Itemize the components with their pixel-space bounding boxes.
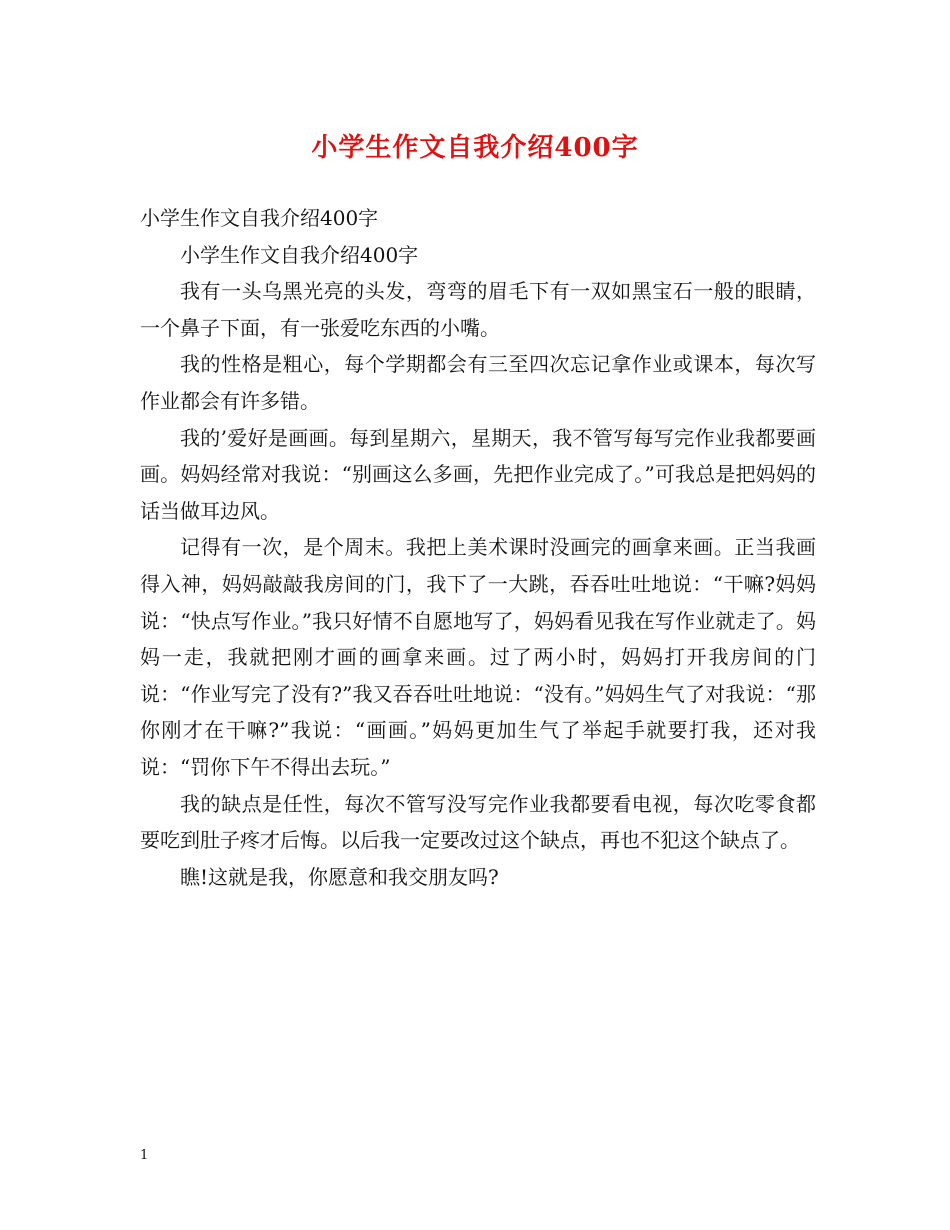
document-body: [140, 200, 816, 895]
paragraph-appearance: 我有一头乌黑光亮的头发，弯弯的眉毛下有一双如黑宝石一般的眼睛，一个鼻子下面，有一张爱吃东西的小嘴。: [140, 279, 816, 340]
paragraph-closing: 瞧!这就是我，你愿意和我交朋友吗?: [180, 864, 499, 889]
paragraph-heading: 小学生作文自我介绍400字: [140, 206, 379, 230]
page-number: 1: [140, 1148, 149, 1163]
paragraph-hobby: 我的’爱好是画画。每到星期六，星期天，我不管写每写完作业我都要画画。妈妈经常对我说：“别画这么多画，先把作业完成了。”可我总是把妈妈的话当做耳边风。: [140, 425, 816, 523]
paragraph-weakness: 我的缺点是任性，每次不管写没写完作业我都要看电视，每次吃零食都要吃到肚子疼才后悔。以后我一定要改过这个缺点，再也不犯这个缺点了。: [140, 791, 816, 853]
document-title: 小学生作文自我介绍400字: [311, 133, 639, 163]
paragraph-personality: 我的性格是粗心，每个学期都会有三至四次忘记拿作业或课本，每次写作业都会有许多错。: [140, 352, 816, 413]
paragraph-story: 记得有一次，是个周末。我把上美术课时没画完的画拿来画。正当我画得入神，妈妈敲敲我房间的门，我下了一大跳，吞吞吐吐地说：“干嘛?妈妈说：“快点写作业。”我只好情不自愿地写了，妈妈看见我在写作业就走了。妈妈一走，我就把刚才画的画拿来画。过了两小时，妈妈打开我房间的门说：“作业写完了没有?”我又吞吞吐吐地说：“没有。”妈妈生气了对我说：“那你刚才在干嘛?”我说：“画画。”妈妈更加生气了举起手就要打我，还对我说：“罚你下午不得出去玩。”: [140, 535, 816, 779]
paragraph-subheading: 小学生作文自我介绍400字: [180, 242, 419, 267]
